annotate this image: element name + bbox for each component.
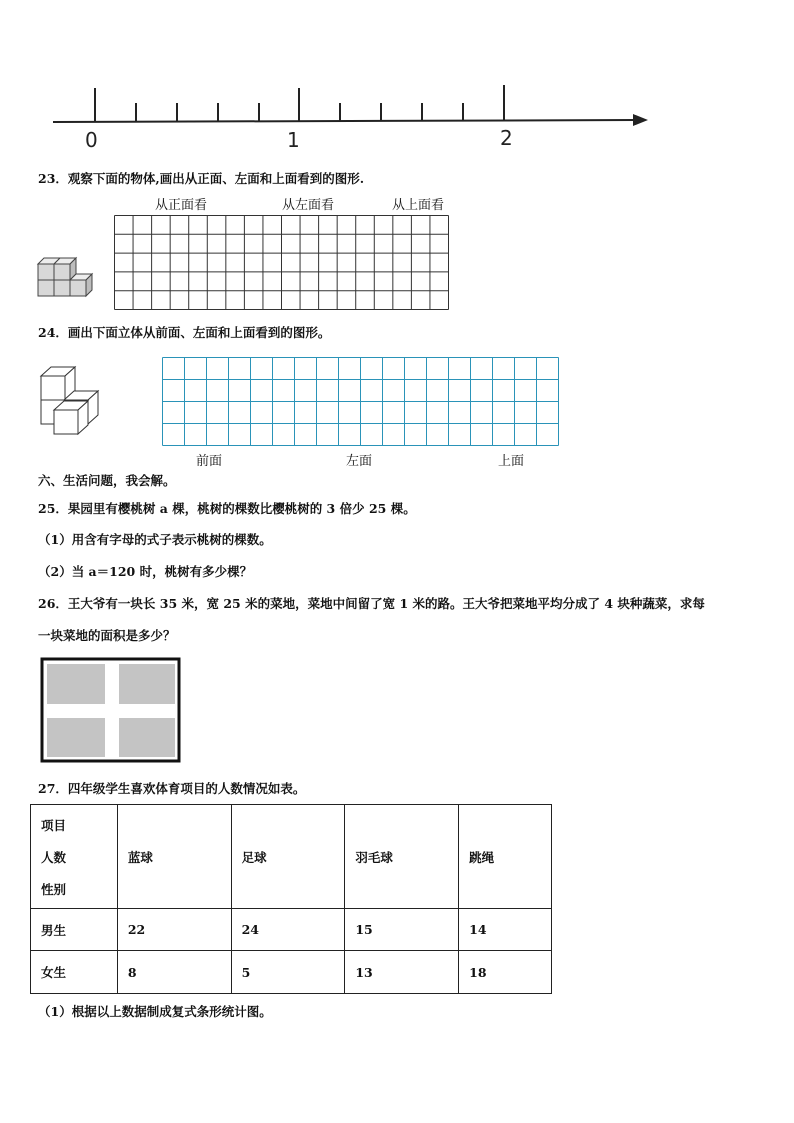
table-row <box>31 951 552 994</box>
table-cell: 22 <box>117 909 231 951</box>
q26-garden-figure <box>40 657 182 765</box>
q23-view-left-label: 从左面看 <box>282 198 335 213</box>
q24-object-figure <box>36 364 106 438</box>
number-line-axis <box>53 120 638 122</box>
garden-plot-top-left <box>47 664 105 704</box>
question-24-text: 24．画出下面立体从前面、左面和上面看到的图形。 <box>38 325 331 340</box>
number-line-label-0: 0 <box>85 128 98 152</box>
question-26-line2: 一块菜地的面积是多少？ <box>38 628 176 643</box>
question-27-sub1: （1）根据以上数据制成复式条形统计图。 <box>38 1004 272 1019</box>
question-25-sub1: （1）用含有字母的式子表示桃树的棵数。 <box>38 532 272 547</box>
table-row-label: 女生 <box>31 951 118 994</box>
table-cell: 18 <box>459 951 552 994</box>
table-cell: 14 <box>459 909 552 951</box>
number-line-arrow <box>633 114 648 126</box>
table-header-row <box>31 805 552 909</box>
table-row <box>31 909 552 951</box>
q23-view-top-label: 从上面看 <box>392 198 445 213</box>
number-line-label-2: 2 <box>500 126 513 150</box>
question-27-text: 27．四年级学生喜欢体育项目的人数情况如表。 <box>38 781 306 796</box>
q24-view-front-label: 前面 <box>196 454 223 469</box>
garden-plot-bottom-right <box>119 718 175 757</box>
number-line-label-1: 1 <box>287 128 300 152</box>
table-cell: 24 <box>231 909 345 951</box>
section-6-title: 六、生活问题，我会解。 <box>38 473 176 488</box>
number-line-ticks <box>95 85 504 122</box>
table-cell: 8 <box>117 951 231 994</box>
q24-view-top-label: 上面 <box>498 454 525 469</box>
table-column-header: 足球 <box>231 805 345 909</box>
table-row-label: 男生 <box>31 909 118 951</box>
table-cell: 13 <box>345 951 459 994</box>
table-cell: 5 <box>231 951 345 994</box>
question-25-text: 25．果园里有樱桃树 a 棵，桃树的棵数比樱桃树的 3 倍少 25 棵。 <box>38 501 416 516</box>
q27-sports-table <box>30 804 552 994</box>
table-cell: 15 <box>345 909 459 951</box>
question-23-text: 23．观察下面的物体,画出从正面、左面和上面看到的图形. <box>38 171 365 186</box>
table-column-header: 跳绳 <box>459 805 552 909</box>
q24-view-left-label: 左面 <box>346 454 373 469</box>
table-column-header: 羽毛球 <box>345 805 459 909</box>
garden-plot-top-right <box>119 664 175 704</box>
number-line <box>0 0 794 160</box>
q23-object-figure <box>34 252 98 300</box>
question-26-line1: 26．王大爷有一块长 35 米，宽 25 米的菜地，菜地中间留了宽 1 米的路。王大爷把菜地平均分成了 4 块种蔬菜，求每 <box>38 596 705 611</box>
table-column-header: 蓝球 <box>117 805 231 909</box>
question-25-sub2: （2）当 a＝120 时，桃树有多少棵？ <box>38 564 253 579</box>
q23-view-front-label: 从正面看 <box>155 198 208 213</box>
q23-answer-grid <box>114 215 450 311</box>
q24-answer-grid <box>162 357 560 447</box>
table-header-corner: 项目 人数 性别 <box>31 805 118 909</box>
garden-plot-bottom-left <box>47 718 105 757</box>
